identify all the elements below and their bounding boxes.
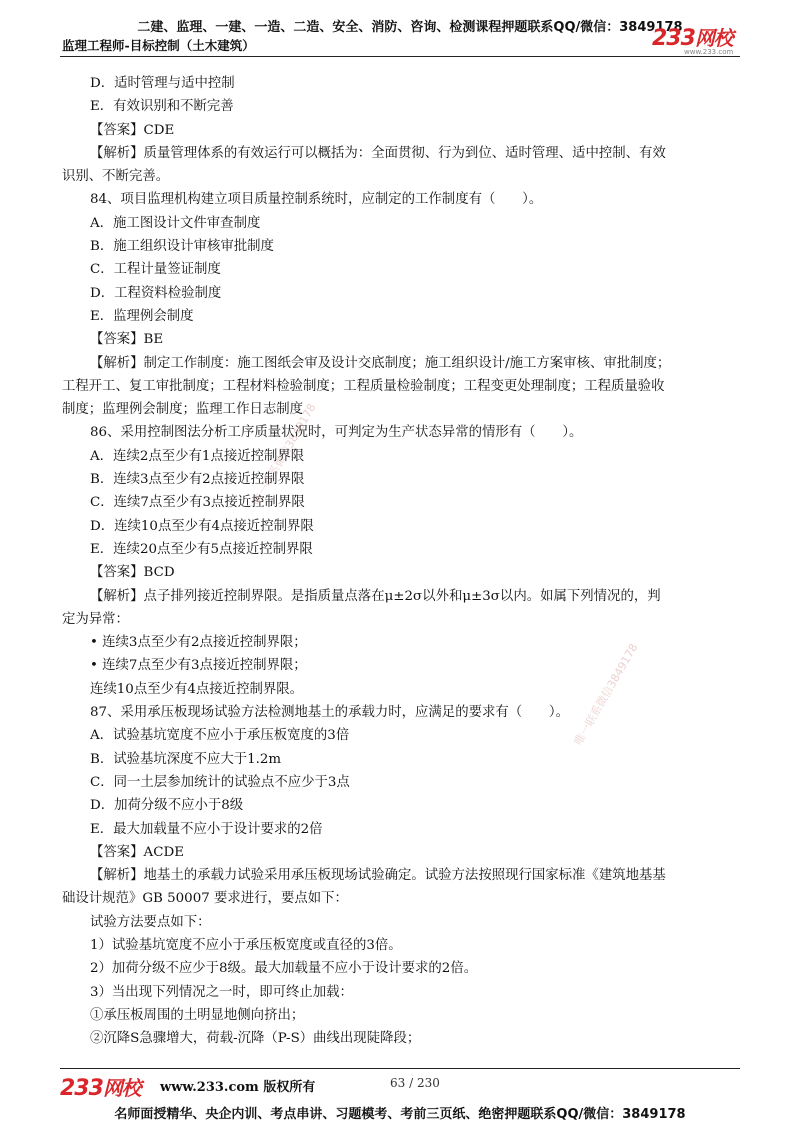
answer-line: 【答案】BCD: [90, 565, 175, 581]
question-line: 84、项目监理机构建立项目质量控制系统时，应制定的工作制度有（ ）。: [90, 192, 543, 208]
footer-rule: [60, 1068, 740, 1069]
analysis-line: 制度；监理例会制度；监理工作日志制度: [62, 402, 304, 418]
option-line: A．连续2点至少有1点接近控制界限: [90, 448, 305, 464]
footer-contact-line: 名师面授精华、央企内训、考点串讲、习题模考、考前三页纸、绝密押题联系QQ/微信：3849178: [114, 1107, 686, 1122]
bullet-item: • 连续3点至少有2点接近控制界限；: [90, 635, 307, 651]
footer-logo-number: 233: [60, 1076, 103, 1101]
analysis-line: 【解析】质量管理体系的有效运行可以概括为：全面贯彻、行为到位、适时管理、适中控制、有效: [90, 145, 666, 161]
analysis-line: 【解析】地基土的承载力试验采用承压板现场试验确定。试验方法按照现行国家标准《建筑地基基: [90, 868, 666, 884]
watermark: 唯一联系微信3849178: [571, 641, 641, 748]
analysis-line: ①承压板周围的土明显地侧向挤出；: [90, 1007, 305, 1023]
analysis-line: 础设计规范》GB 50007 要求进行，要点如下：: [62, 891, 348, 907]
analysis-line: 【解析】制定工作制度：施工图纸会审及设计交底制度；施工组织设计/施工方案审核、审批制度；: [90, 355, 671, 371]
analysis-line: 1）试验基坑宽度不应小于承压板宽度或直径的3倍。: [90, 937, 402, 953]
document-body: [62, 72, 740, 1050]
analysis-line: 工程开工、复工审批制度；工程材料检验制度；工程质量检验制度；工程变更处理制度；工程质量验收: [62, 378, 665, 394]
option-line: B．连续3点至少有2点接近控制界限: [90, 472, 305, 488]
brand-logo: [652, 22, 733, 51]
watermark: 唯一联系微信3849178: [249, 401, 319, 508]
footer-logo: [60, 1072, 141, 1101]
option-line: E．连续20点至少有5点接近控制界限: [90, 541, 313, 557]
header-rule: [60, 56, 740, 57]
option-line: E．有效识别和不断完善: [90, 99, 234, 115]
bullet-item: • 连续7点至少有3点接近控制界限；: [90, 658, 307, 674]
option-line: A．试验基坑宽度不应小于承压板宽度的3倍: [90, 728, 350, 744]
footer-logo-word: 网校: [102, 1077, 141, 1100]
analysis-line: 识别、不断完善。: [62, 169, 170, 185]
answer-line: 【答案】ACDE: [90, 844, 184, 860]
option-line: B．施工组织设计审核审批制度: [90, 239, 274, 255]
logo-url: www.233.com: [684, 48, 734, 56]
bullet-text: 连续10点至少有4点接近控制界限。: [90, 681, 304, 697]
footer-copyright: www.233.com 版权所有: [160, 1080, 316, 1095]
document-subtitle: 监理工程师-目标控制（土木建筑）: [62, 38, 255, 53]
header-contact-line: 二建、监理、一建、一造、二造、安全、消防、咨询、检测课程押题联系QQ/微信：3849178: [137, 20, 683, 35]
analysis-line: 2）加荷分级不应少于8级。最大加载量不应小于设计要求的2倍。: [90, 961, 478, 977]
option-line: C．连续7点至少有3点接近控制界限: [90, 495, 305, 511]
question-line: 87、采用承压板现场试验方法检测地基土的承载力时，应满足的要求有（ ）。: [90, 705, 570, 721]
analysis-line: 定为异常：: [62, 611, 129, 627]
analysis-line: 【解析】点子排列接近控制界限。是指质量点落在μ±2σ以外和μ±3σ以内。如属下列情况的，判: [90, 588, 661, 604]
option-line: A．施工图设计文件审查制度: [90, 215, 261, 231]
answer-line: 【答案】CDE: [90, 122, 175, 138]
analysis-line: ②沉降S急骤增大，荷载-沉降（P-S）曲线出现陡降段；: [90, 1031, 421, 1047]
analysis-line: 试验方法要点如下：: [90, 914, 211, 930]
option-line: D．连续10点至少有4点接近控制界限: [90, 518, 314, 534]
page-number: 63 / 230: [390, 1076, 440, 1090]
option-line: E．监理例会制度: [90, 308, 194, 324]
option-line: D．加荷分级不应小于8级: [90, 798, 244, 814]
logo-number: 233: [652, 26, 695, 51]
analysis-line: 3）当出现下列情况之一时，即可终止加载：: [90, 984, 353, 1000]
logo-word: 网校: [694, 27, 733, 50]
option-line: D．工程资料检验制度: [90, 285, 222, 301]
option-line: E．最大加载量不应小于设计要求的2倍: [90, 821, 323, 837]
option-line: C．工程计量签证制度: [90, 262, 221, 278]
answer-line: 【答案】BE: [90, 332, 164, 348]
option-line: D．适时管理与适中控制: [90, 76, 235, 91]
option-line: B．试验基坑深度不应大于1.2m: [90, 751, 282, 767]
question-line: 86、采用控制图法分析工序质量状况时，可判定为生产状态异常的情形有（ ）。: [90, 425, 583, 441]
option-line: C．同一土层参加统计的试验点不应少于3点: [90, 774, 350, 790]
